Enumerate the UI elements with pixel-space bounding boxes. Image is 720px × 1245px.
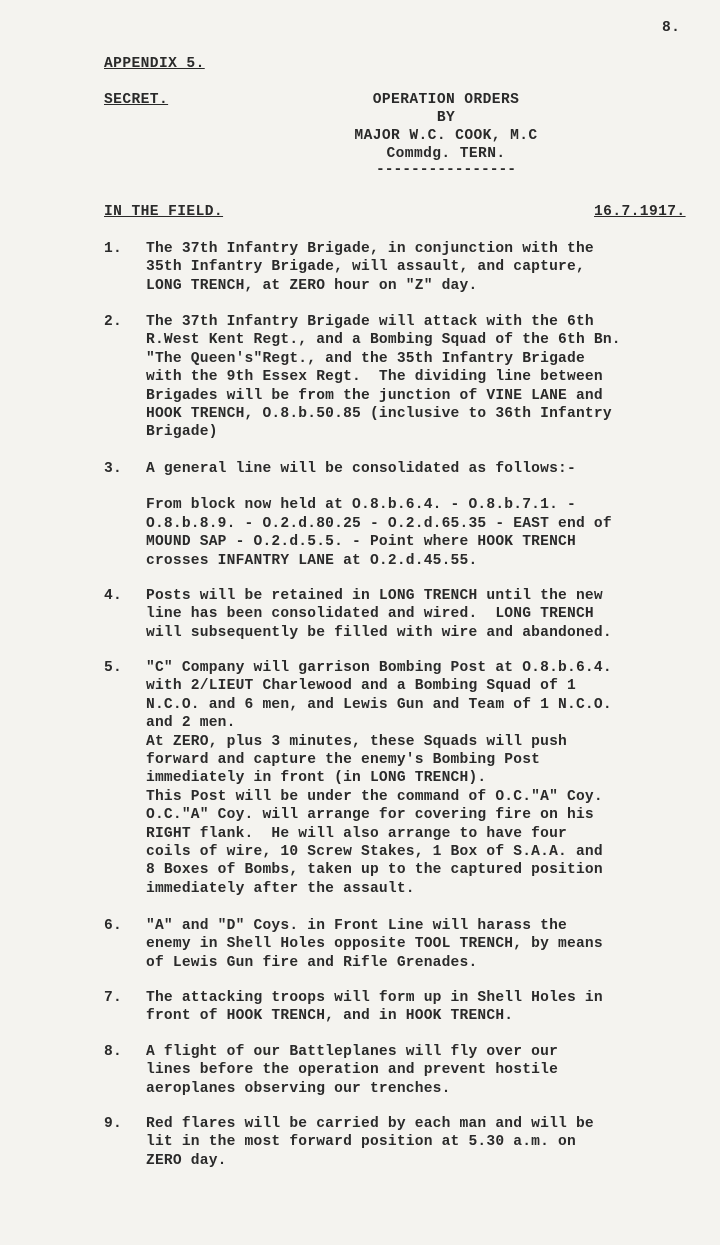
- paragraph-body: [146, 313, 621, 442]
- paragraph-line: line has been consolidated and wired. LONG TRENCH: [146, 606, 594, 623]
- paragraph-line: "C" Company will garrison Bombing Post at O.8.b.6.4.: [146, 660, 612, 676]
- paragraph-line: The 37th Infantry Brigade, in conjunction with the: [146, 241, 594, 257]
- paragraph-line: enemy in Shell Holes opposite TOOL TRENCH, by means: [146, 936, 603, 953]
- paragraph-line: HOOK TRENCH, O.8.b.50.85 (inclusive to 36th Infantry: [146, 406, 612, 423]
- paragraph-line: The attacking troops will form up in Shell Holes in: [146, 990, 603, 1006]
- paragraph-line: Red flares will be carried by each man and will be: [146, 1116, 594, 1132]
- paragraph-line: ZERO day.: [146, 1152, 227, 1169]
- paragraph-number: 6.: [104, 918, 122, 934]
- paragraph-line: 8 Boxes of Bombs, taken up to the captured position: [146, 862, 603, 879]
- paragraph-number: 5.: [104, 660, 122, 676]
- paragraph-body: [146, 659, 612, 898]
- title-rule: ----------------: [375, 162, 517, 178]
- paragraph-number: 4.: [104, 588, 122, 604]
- paragraph-line: immediately in front (in LONG TRENCH).: [146, 770, 487, 787]
- secret-label: SECRET.: [104, 92, 169, 108]
- paragraph-line: At ZERO, plus 3 minutes, these Squads will push: [146, 733, 568, 750]
- paragraph-line: will subsequently be filled with wire and abandoned.: [146, 624, 612, 641]
- paragraph-line: MOUND SAP - O.2.d.5.5. - Point where HOOK TRENCH: [146, 534, 576, 551]
- paragraph-line: LONG TRENCH, at ZERO hour on "Z" day.: [146, 277, 478, 294]
- paragraph-line: N.C.O. and 6 men, and Lewis Gun and Team of 1 N.C.O.: [146, 696, 612, 713]
- paragraph-line: The 37th Infantry Brigade will attack with the 6th: [146, 314, 594, 330]
- paragraph-line: O.C."A" Coy. will arrange for covering fire on his: [146, 807, 594, 824]
- paragraph-line: lit in the most forward position at 5.30 a.m. on: [146, 1134, 576, 1151]
- paragraph-line: 35th Infantry Brigade, will assault, and capture,: [146, 259, 585, 276]
- paragraph-line: [146, 478, 612, 496]
- title-line-2: BY: [436, 110, 456, 126]
- order-date: 16.7.1917.: [594, 204, 686, 220]
- paragraph-line: forward and capture the enemy's Bombing Post: [146, 752, 541, 769]
- paragraph-number: 1.: [104, 241, 122, 257]
- page-number: 8.: [662, 20, 681, 36]
- paragraph-line: "The Queen's"Regt., and the 35th Infantry Brigade: [146, 350, 585, 367]
- paragraph-body: [146, 989, 603, 1026]
- paragraph-number: 3.: [104, 461, 122, 477]
- paragraph-line: front of HOOK TRENCH, and in HOOK TRENCH.: [146, 1008, 514, 1025]
- paragraph-line: From block now held at O.8.b.6.4. - O.8.b.7.1. -: [146, 497, 576, 514]
- paragraph-line: This Post will be under the command of O.C."A" Coy.: [146, 788, 603, 805]
- paragraph-body: [146, 587, 612, 642]
- paragraph-line: A general line will be consolidated as follows:-: [146, 461, 576, 477]
- paragraph-line: aeroplanes observing our trenches.: [146, 1080, 451, 1097]
- paragraph-line: with the 9th Essex Regt. The dividing line between: [146, 369, 603, 386]
- paragraph-line: lines before the operation and prevent hostile: [146, 1062, 559, 1079]
- paragraph-line: "A" and "D" Coys. in Front Line will harass the: [146, 918, 568, 934]
- paragraph-line: of Lewis Gun fire and Rifle Grenades.: [146, 954, 478, 971]
- paragraph-body: [146, 1115, 594, 1170]
- paragraph-line: coils of wire, 10 Screw Stakes, 1 Box of S.A.A. and: [146, 844, 603, 861]
- paragraph-line: Brigade): [146, 424, 218, 441]
- paragraph-line: RIGHT flank. He will also arrange to have four: [146, 825, 568, 842]
- paragraph-line: immediately after the assault.: [146, 880, 415, 897]
- paragraph-line: R.West Kent Regt., and a Bombing Squad of the 6th Bn.: [146, 332, 621, 349]
- paragraph-body: [146, 917, 603, 972]
- paragraph-body: [146, 460, 612, 570]
- paragraph-line: O.8.b.8.9. - O.2.d.80.25 - O.2.d.65.35 - EAST end of: [146, 515, 612, 532]
- paragraph-line: Brigades will be from the junction of VINE LANE and: [146, 387, 603, 404]
- title-line-1: OPERATION ORDERS: [372, 92, 520, 108]
- paragraph-body: [146, 1043, 558, 1098]
- paragraph-line: crosses INFANTRY LANE at O.2.d.45.55.: [146, 552, 478, 569]
- title-line-4: Commdg. TERN.: [386, 146, 506, 162]
- location-label: IN THE FIELD.: [104, 204, 224, 220]
- title-line-3: MAJOR W.C. COOK, M.C: [354, 128, 538, 144]
- appendix-label: APPENDIX 5.: [104, 56, 205, 72]
- paragraph-number: 9.: [104, 1116, 122, 1132]
- paragraph-line: with 2/LIEUT Charlewood and a Bombing Squad of 1: [146, 678, 576, 695]
- paragraph-number: 2.: [104, 314, 122, 330]
- paragraph-line: A flight of our Battleplanes will fly over our: [146, 1044, 559, 1060]
- paragraph-line: and 2 men.: [146, 715, 236, 732]
- paragraph-number: 8.: [104, 1044, 122, 1060]
- paragraph-body: [146, 240, 594, 295]
- paragraph-number: 7.: [104, 990, 122, 1006]
- paragraph-line: Posts will be retained in LONG TRENCH until the new: [146, 588, 603, 604]
